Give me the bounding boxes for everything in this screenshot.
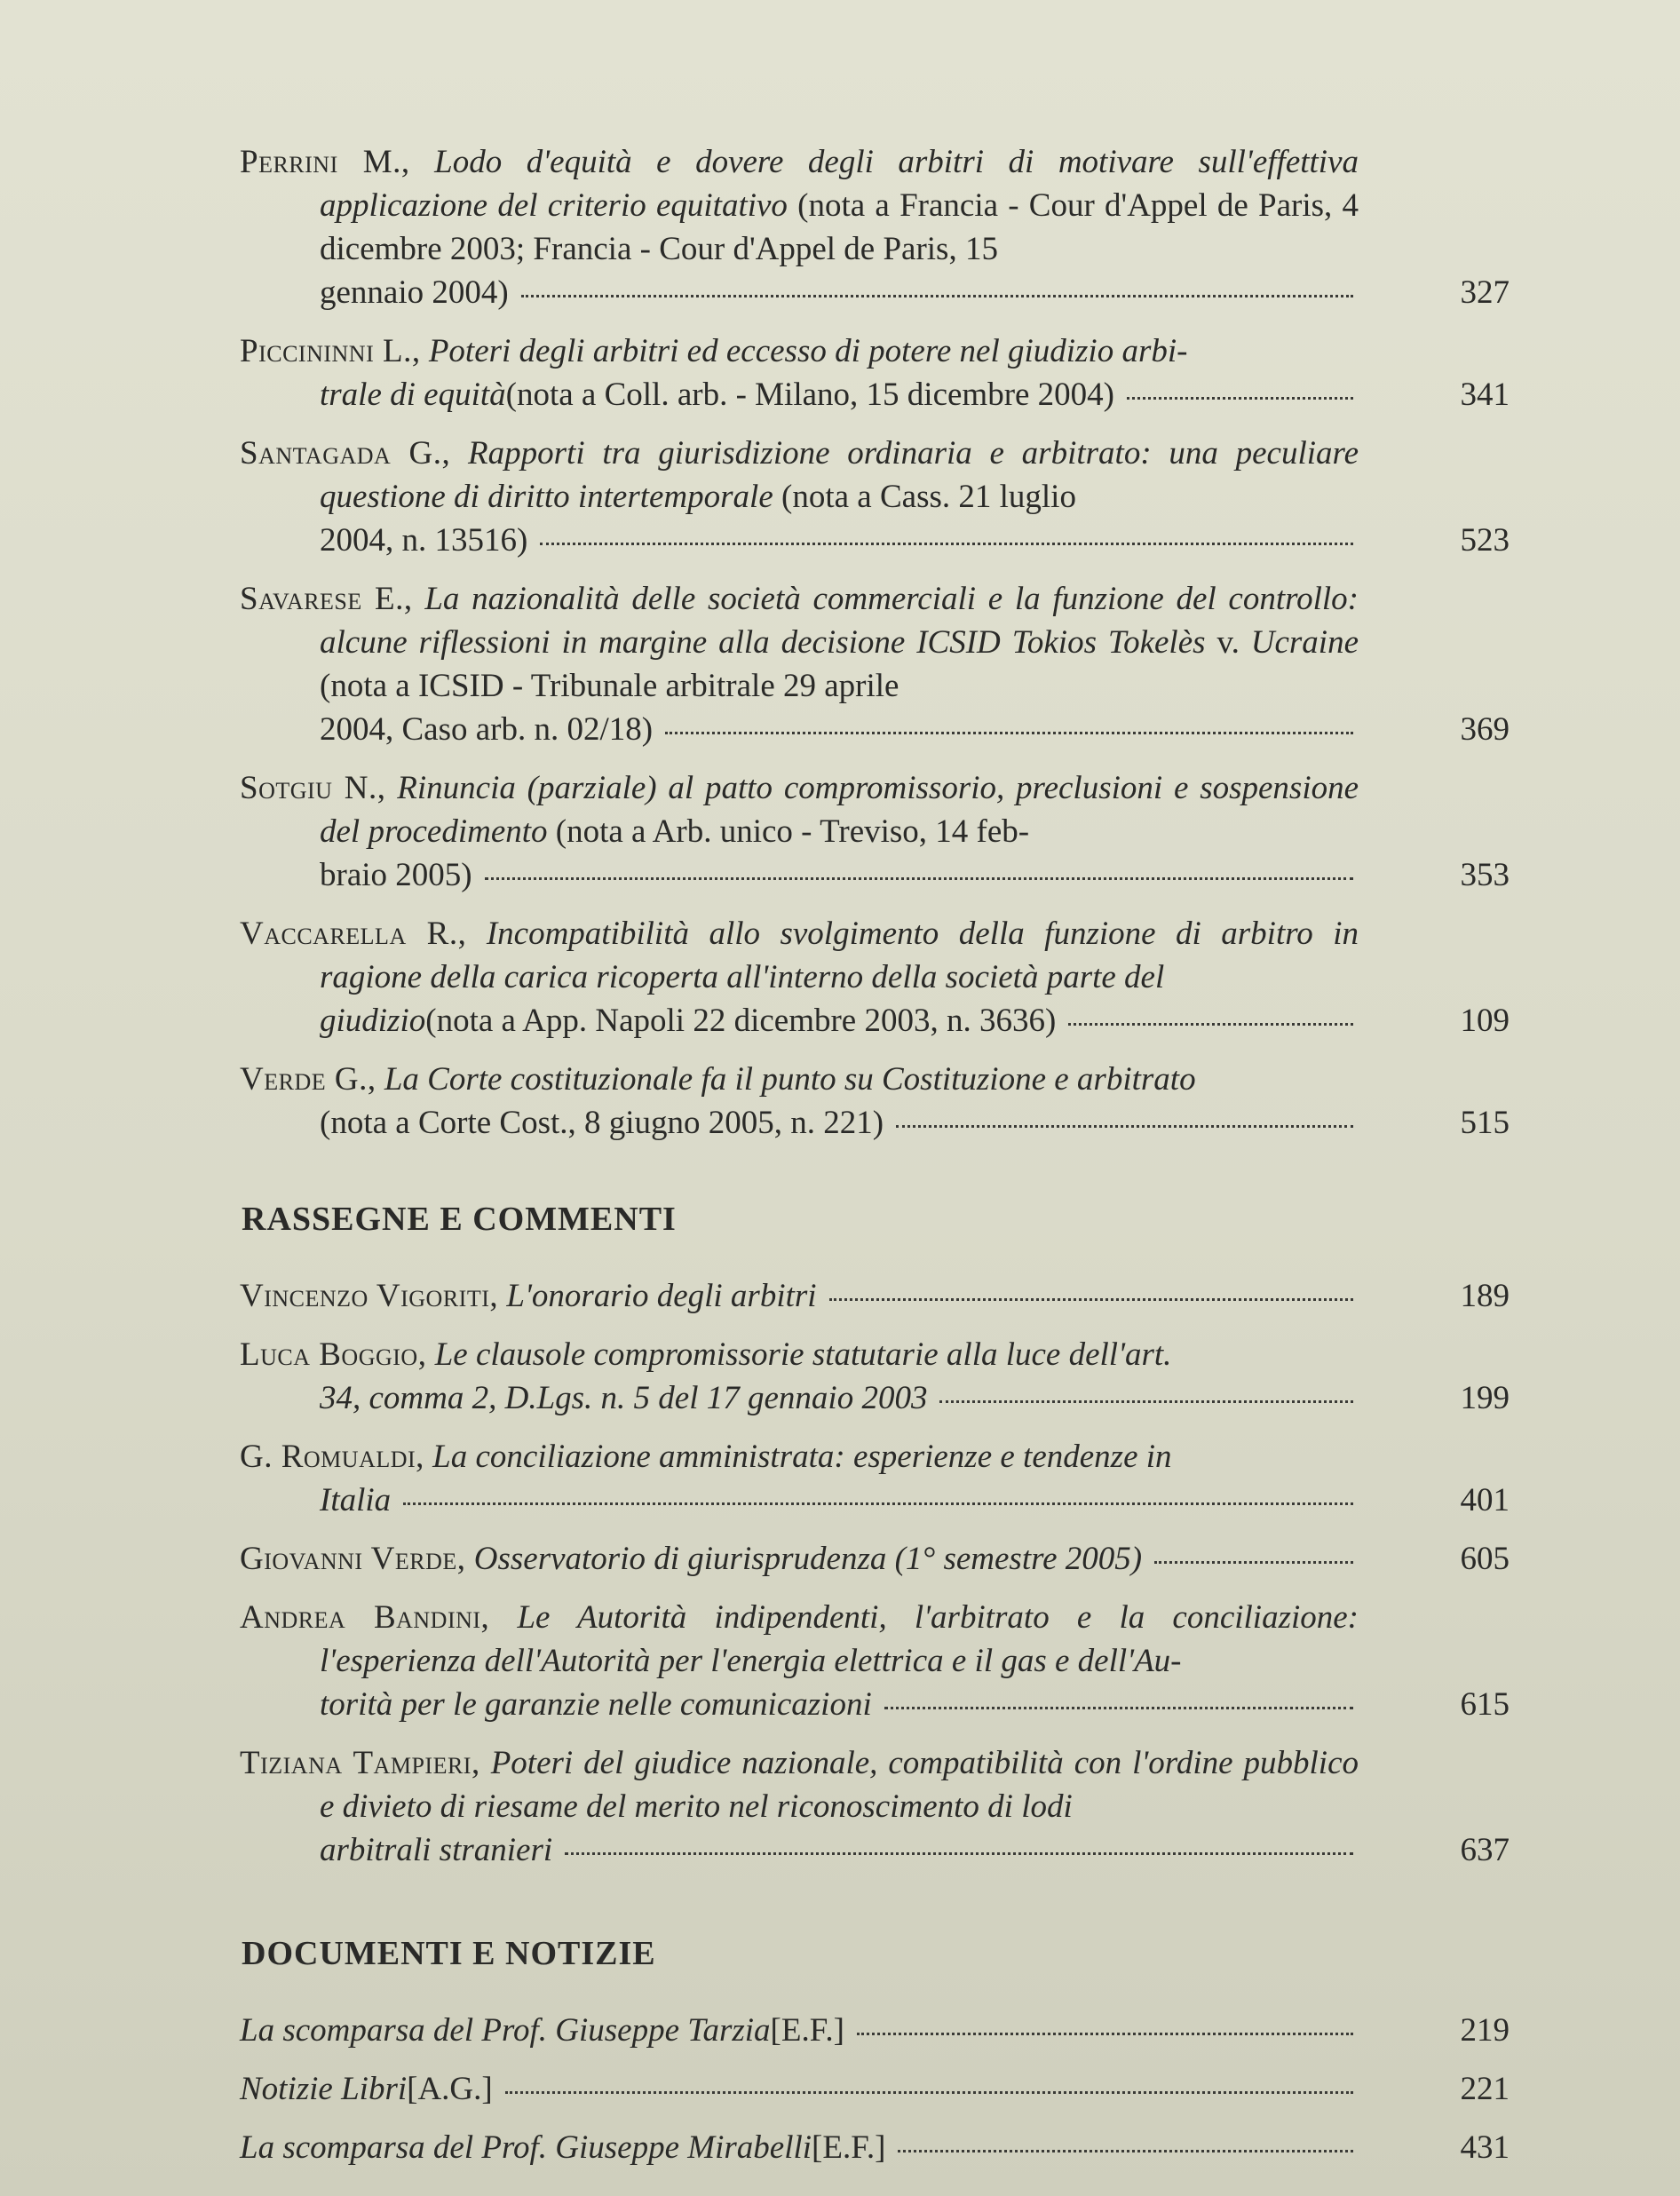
entry-title-end: torità per le garanzie nelle comunicazioni xyxy=(320,1686,872,1723)
entry-title: Lodo d'equità e dovere degli arbitri di motivare sull'effettiva applicazione del criterio equitativo xyxy=(320,144,1359,224)
entry-reference-end: (nota a Corte Cost., 8 giugno 2005, n. 221) xyxy=(320,1105,884,1141)
entry-author: Sotgiu N., xyxy=(240,770,386,806)
toc-entry-mirabelli xyxy=(240,2126,1510,2169)
entry-title-end: arbitrali stranieri xyxy=(320,1832,553,1868)
dot-leader xyxy=(505,2091,1353,2094)
entry-reference-end: braio 2005) xyxy=(320,857,472,893)
entry-page-number: 189 xyxy=(1460,1278,1510,1314)
entry-title: La Corte costituzionale fa il punto su Costituzione e arbitrato xyxy=(384,1061,1196,1098)
toc-entry-tarzia xyxy=(240,2009,1510,2052)
toc-entry-boggio xyxy=(240,1333,1510,1420)
toc-entry-vigoriti xyxy=(240,1274,1510,1318)
entry-author: Tiziana Tampieri, xyxy=(240,1745,480,1781)
entry-page-number: 327 xyxy=(1460,274,1510,311)
entry-title: La scomparsa del Prof. Giuseppe Mirabelli xyxy=(240,2129,812,2166)
entry-reference-end: (nota a App. Napoli 22 dicembre 2003, n. 3636) xyxy=(425,1003,1057,1039)
dot-leader xyxy=(857,2033,1353,2035)
entry-reference: (nota a Arb. unico - Treviso, 14 feb- xyxy=(547,813,1030,850)
entry-author: Santagada G., xyxy=(240,435,451,472)
entry-page-number: 341 xyxy=(1460,377,1510,413)
entry-author: G. Romualdi, xyxy=(240,1439,424,1475)
toc-entry-notizie-libri xyxy=(240,2067,1510,2111)
entry-page-number: 109 xyxy=(1460,1003,1510,1039)
entry-author: Verde G., xyxy=(240,1061,376,1098)
entry-title: La conciliazione amministrata: esperienze e tendenze in xyxy=(432,1439,1172,1475)
entry-page-number: 221 xyxy=(1460,2071,1510,2107)
toc-entry-bandini xyxy=(240,1596,1510,1726)
entry-title-end: Italia xyxy=(320,1482,392,1518)
entry-title: Rinuncia (parziale) al patto compromissorio, preclusioni e sospensione del procedimento xyxy=(320,770,1359,850)
entry-page-number: 369 xyxy=(1460,711,1510,748)
section-heading-documenti: DOCUMENTI E NOTIZIE xyxy=(242,1935,656,1972)
dot-leader xyxy=(1127,397,1353,400)
dot-leader xyxy=(485,877,1353,880)
dot-leader xyxy=(829,1298,1353,1301)
toc-entry-giovanni-verde xyxy=(240,1537,1510,1581)
dot-leader xyxy=(1154,1561,1353,1564)
entry-page-number: 401 xyxy=(1460,1482,1510,1518)
entry-title-end: trale di equità xyxy=(320,377,506,413)
toc-entry-santagada xyxy=(240,432,1510,562)
entry-signature: [A.G.] xyxy=(407,2071,493,2107)
dot-leader xyxy=(521,295,1353,297)
entry-page-number: 637 xyxy=(1460,1832,1510,1868)
table-of-contents xyxy=(240,140,1510,2184)
toc-entry-vaccarella xyxy=(240,912,1510,1043)
entry-title-end: giudizio xyxy=(320,1003,426,1039)
dot-leader xyxy=(1068,1023,1353,1026)
entry-title: Le Autorità indipendenti, l'arbitrato e la conciliazione: l'esperienza dell'Autorità per l'energia elettrica e il gas e dell'Au- xyxy=(320,1599,1359,1679)
dot-leader xyxy=(565,1852,1353,1855)
entry-title: Incompatibilità allo svolgimento della funzione di arbitro in ragione della carica ricoperta all'interno della società parte del xyxy=(320,916,1359,995)
entry-title: L'onorario degli arbitri xyxy=(506,1278,817,1314)
entry-author: Luca Boggio, xyxy=(240,1336,427,1373)
toc-entry-verde xyxy=(240,1058,1510,1145)
dot-leader xyxy=(939,1400,1353,1403)
entry-connector: v. xyxy=(1205,624,1251,661)
entry-page-number: 353 xyxy=(1460,857,1510,893)
entry-title-part2: Ucraine xyxy=(1250,624,1359,661)
entry-title: Poteri del giudice nazionale, compatibilità con l'ordine pubblico e divieto di riesame del merito nel riconoscimento di lodi xyxy=(320,1745,1359,1825)
dot-leader xyxy=(665,732,1353,734)
toc-entry-savarese xyxy=(240,577,1510,751)
entry-title: Le clausole compromissorie statutarie alla luce dell'art. xyxy=(434,1336,1172,1373)
entry-title: Poteri degli arbitri ed eccesso di potere nel giudizio arbi- xyxy=(428,333,1188,369)
entry-title: Rapporti tra giurisdizione ordinaria e arbitrato: una peculiare questione di diritto intertemporale xyxy=(320,435,1359,515)
toc-entry-tampieri xyxy=(240,1741,1510,1872)
toc-entry-piccininni xyxy=(240,329,1510,416)
entry-reference-end: 2004, n. 13516) xyxy=(320,522,528,559)
entry-signature: [E.F.] xyxy=(770,2012,844,2049)
entry-page-number: 219 xyxy=(1460,2012,1510,2049)
entry-page-number: 431 xyxy=(1460,2129,1510,2166)
toc-entry-romualdi xyxy=(240,1435,1510,1522)
dot-leader xyxy=(403,1502,1353,1505)
entry-author: Vaccarella R., xyxy=(240,916,467,952)
entry-page-number: 605 xyxy=(1460,1541,1510,1577)
section-heading-rassegne: RASSEGNE E COMMENTI xyxy=(242,1201,677,1238)
entry-author: Andrea Bandini, xyxy=(240,1599,490,1636)
entry-title: La nazionalità delle società commerciali e la funzione del controllo: alcune riflessioni in margine alla decisione ICSID Tokios Tokelès xyxy=(320,581,1359,661)
entry-author: Savarese E., xyxy=(240,581,413,617)
entry-title: Osservatorio di giurisprudenza (1° semestre 2005) xyxy=(473,1541,1143,1577)
entry-reference-end: gennaio 2004) xyxy=(320,274,509,311)
entry-reference: (nota a Francia - Cour d'Appel de Paris, 4 dicembre 2003; Francia - Cour d'Appel de Paris, 15 xyxy=(320,187,1359,267)
entry-reference: (nota a Cass. 21 luglio xyxy=(773,479,1076,515)
entry-page-number: 523 xyxy=(1460,522,1510,559)
toc-entry-perrini xyxy=(240,140,1510,314)
entry-author: Piccininni L., xyxy=(240,333,421,369)
entry-signature: [E.F.] xyxy=(812,2129,886,2166)
entry-reference-end: 2004, Caso arb. n. 02/18) xyxy=(320,711,654,748)
dot-leader xyxy=(884,1707,1353,1709)
entry-title-end: 34, comma 2, D.Lgs. n. 5 del 17 gennaio 2003 xyxy=(320,1380,928,1416)
entry-reference: (nota a ICSID - Tribunale arbitrale 29 aprile xyxy=(320,668,899,704)
entry-title: La scomparsa del Prof. Giuseppe Tarzia xyxy=(240,2012,771,2049)
entry-reference-end: (nota a Coll. arb. - Milano, 15 dicembre 2004) xyxy=(505,377,1115,413)
toc-entry-sotgiu xyxy=(240,766,1510,897)
dot-leader xyxy=(898,2150,1353,2152)
dot-leader xyxy=(540,543,1353,545)
entry-author: Vincenzo Vigoriti, xyxy=(240,1278,499,1314)
entry-author: Perrini M., xyxy=(240,144,410,180)
entry-title: Notizie Libri xyxy=(240,2071,408,2107)
dot-leader xyxy=(896,1125,1353,1128)
entry-page-number: 615 xyxy=(1460,1686,1510,1723)
entry-page-number: 515 xyxy=(1460,1105,1510,1141)
entry-page-number: 199 xyxy=(1460,1380,1510,1416)
entry-author: Giovanni Verde, xyxy=(240,1541,466,1577)
